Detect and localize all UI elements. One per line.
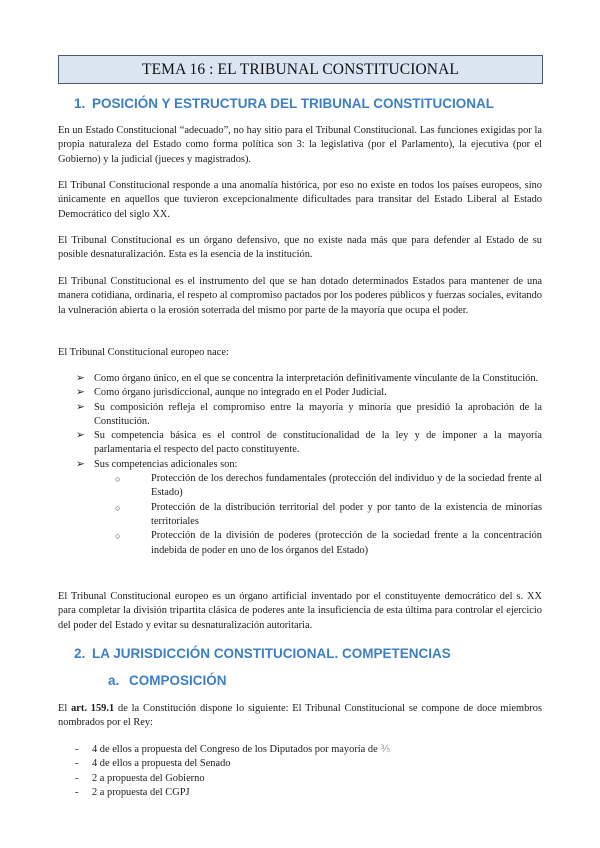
paragraph: El Tribunal Constitucional europeo es un órgano artificial inventado por el constituyente democrático del s. XX para completar la división tripartita clásica de poderes ante la insuficiencia de esta última para controlar el ejercicio del poder del Estado y evitar su desnaturalización autoritaria. bbox=[58, 591, 542, 631]
intro-text: de la Constitución dispone lo siguiente: El Tribunal Constitucional se compone de doce miembros nombrados por el Rey: bbox=[58, 703, 542, 729]
circle-bullet-icon: ○ bbox=[115, 531, 121, 542]
dash-bullet: - bbox=[75, 744, 79, 755]
section-2-heading bbox=[74, 646, 451, 661]
list-item-text: Su competencia básica es el control de constitucionalidad de la ley y de imponer a la mayoría parlamentaria el respecto del pacto constituyente. bbox=[94, 430, 542, 456]
list-item bbox=[58, 757, 542, 771]
list-item bbox=[58, 401, 542, 430]
list-item bbox=[58, 743, 542, 757]
list-item bbox=[58, 429, 542, 458]
list-item bbox=[58, 772, 542, 786]
section-1-title: POSICIÓN Y ESTRUCTURA DEL TRIBUNAL CONSTITUCIONAL bbox=[92, 96, 495, 111]
subsection-a-number: a. bbox=[108, 673, 120, 688]
bullet-list bbox=[58, 372, 542, 558]
sub-list-item-text: Protección de la distribución territorial del poder y por tanto de la existencia de minorías territoriales bbox=[151, 501, 542, 527]
list-item-text: Su composición refleja el compromiso entre la mayoría y minoría que presidió la aprobación de la Constitución. bbox=[94, 401, 542, 427]
sub-list-item bbox=[94, 501, 542, 530]
list-item-text: Sus competencias adicionales son: bbox=[94, 458, 238, 470]
section-2-number: 2. bbox=[74, 646, 86, 661]
section-1-number: 1. bbox=[74, 96, 86, 111]
page-title: TEMA 16 : EL TRIBUNAL CONSTITUCIONAL bbox=[142, 60, 459, 78]
arrow-bullet-icon: ➢ bbox=[76, 373, 85, 384]
list-item-text: Como órgano jurisdiccional, aunque no integrado en el Poder Judicial. bbox=[94, 387, 387, 399]
arrow-bullet-icon: ➢ bbox=[76, 458, 85, 470]
paragraph: El Tribunal Constitucional europeo nace: bbox=[58, 347, 229, 358]
arrow-bullet-icon: ➢ bbox=[76, 401, 85, 413]
list-item-text: 4 de ellos a propuesta del Senado bbox=[92, 758, 231, 770]
list-item-text: Como órgano único, en el que se concentra la interpretación definitivamente vinculante de la Constitución. bbox=[94, 373, 539, 384]
list-item bbox=[58, 786, 542, 800]
dash-bullet: - bbox=[75, 758, 79, 770]
composition-intro bbox=[58, 702, 542, 731]
paragraph: El Tribunal Constitucional responde a una anomalía histórica, por eso no existe en todos los países europeos, sino únicamente en aquellos que tuvieron excepcionalmente dificultades para transitar del Estado Liberal al Estado Democrático del siglo XX. bbox=[58, 180, 542, 220]
circle-bullet-icon: ○ bbox=[115, 502, 121, 513]
section-2-title: LA JURISDICCIÓN CONSTITUCIONAL. COMPETENCIAS bbox=[92, 646, 451, 661]
paragraph: El Tribunal Constitucional es un órgano defensivo, que no existe nada más que para defender al Estado de su posible desnaturalización. Esta es la esencia de la institución. bbox=[58, 235, 542, 261]
arrow-bullet-icon: ➢ bbox=[76, 430, 85, 442]
dash-list bbox=[58, 743, 542, 800]
dash-bullet: - bbox=[75, 786, 79, 798]
intro-text: El bbox=[58, 703, 72, 714]
list-item-text: 2 a propuesta del CGPJ bbox=[92, 786, 190, 798]
article-reference: art. 159.1 bbox=[71, 703, 115, 714]
list-item bbox=[58, 386, 542, 400]
section-1-heading bbox=[74, 96, 494, 111]
circle-bullet-icon: ○ bbox=[115, 474, 121, 485]
list-item-text: 4 de ellos a propuesta del Congreso de los Diputados por mayoría de bbox=[92, 744, 381, 755]
sub-list-item bbox=[94, 529, 542, 558]
subsection-a-heading bbox=[108, 673, 227, 688]
title-box bbox=[58, 55, 543, 84]
subsection-a-title: COMPOSICIÓN bbox=[129, 673, 227, 688]
list-item bbox=[58, 458, 542, 558]
sub-list-item-text: Protección de los derechos fundamentales (protección del individuo y de la sociedad frente al Estado) bbox=[151, 473, 542, 499]
arrow-bullet-icon: ➢ bbox=[76, 387, 85, 399]
sub-list-item bbox=[94, 472, 542, 501]
list-item bbox=[58, 372, 542, 386]
list-item-text: 2 a propuesta del Gobierno bbox=[92, 772, 205, 784]
dash-bullet: - bbox=[75, 772, 79, 784]
paragraph: En un Estado Constitucional “adecuado”, no hay sitio para el Tribunal Constitucional. Las funciones exigidas por la propia naturaleza del Estado como forma política son 3: la legislativa (por el Parlamento), la ejecutiva (por el Gobierno) y la judicial (jueces y magistrados). bbox=[58, 125, 542, 165]
sub-list-item-text: Protección de la división de poderes (protección de la sociedad frente a la concentración indebida de poder en uno de los órganos del Estado) bbox=[151, 530, 542, 556]
sub-bullet-list bbox=[94, 472, 542, 558]
paragraph: El Tribunal Constitucional es el instrumento del que se han dotado determinados Estados para mantener de una manera cotidiana, ordinaria, el respeto al compromiso pactados por los poderes públicos y fuerzas sociales, evitando la vulneración abierta o la erosión soterrada del mismo por parte de la mayoría que ocupa el poder. bbox=[58, 276, 542, 316]
fraction-symbol: ⅗ bbox=[380, 744, 391, 755]
